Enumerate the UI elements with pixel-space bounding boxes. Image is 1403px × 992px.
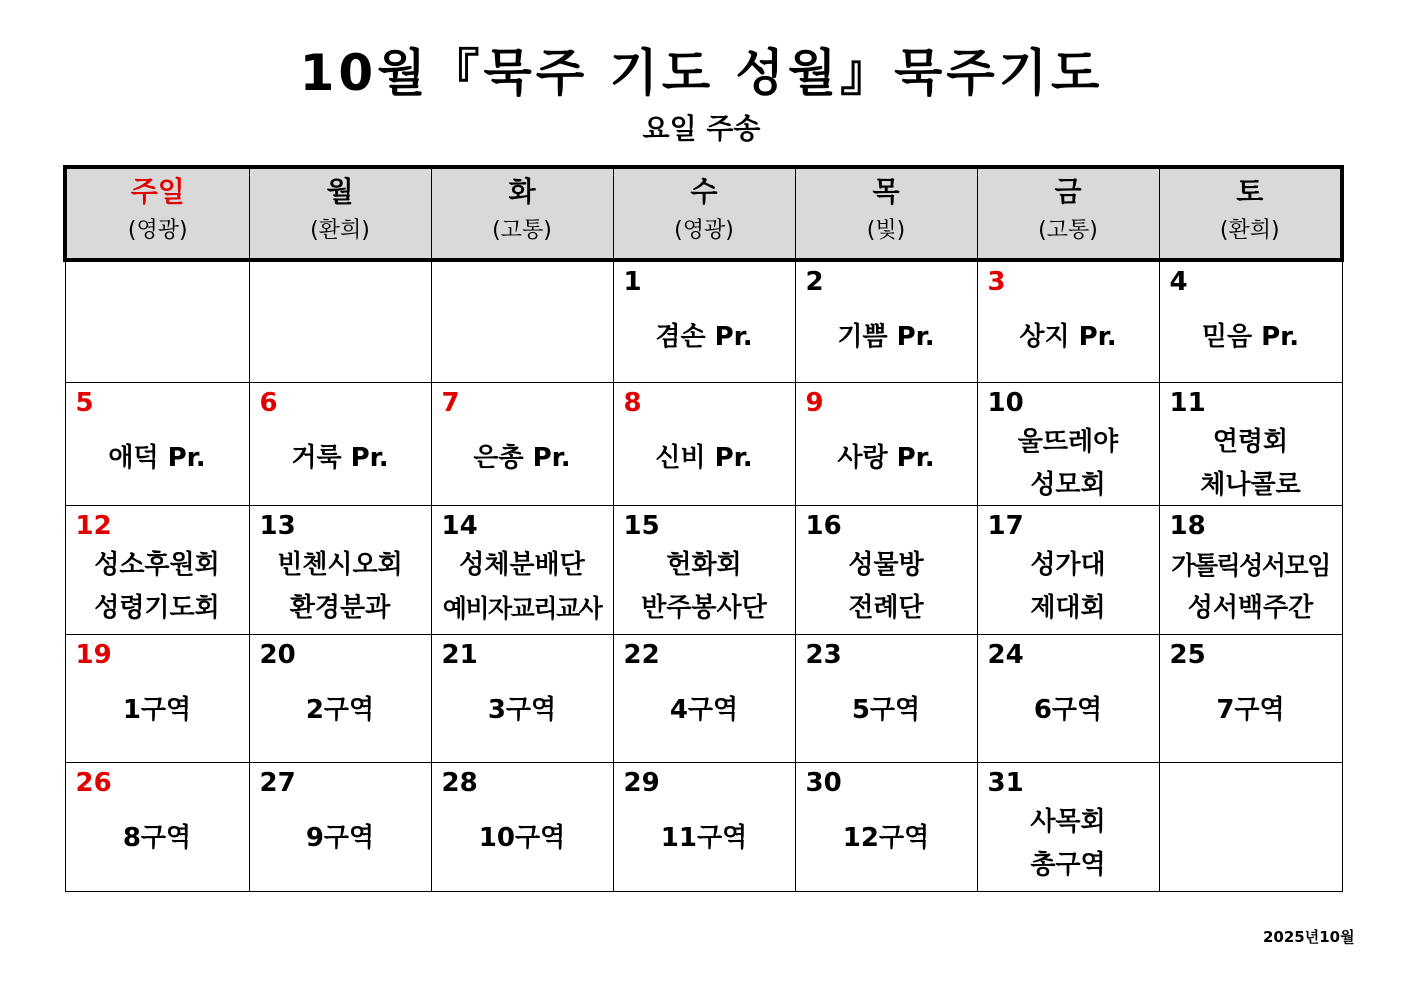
prayer-group: 기쁨 Pr. — [837, 322, 935, 352]
prayer-group: 총구역 — [1030, 849, 1106, 880]
day-cell — [977, 382, 1159, 505]
day-number: 17 — [987, 510, 1024, 541]
prayer-groups — [66, 544, 249, 630]
prayer-group: 겸손 Pr. — [655, 322, 753, 352]
day-number: 18 — [1169, 510, 1206, 541]
weekday-mystery: (환희) — [310, 218, 370, 243]
day-number: 7 — [441, 387, 460, 418]
day-cell — [431, 382, 613, 505]
prayer-group: 연령회 — [1212, 426, 1289, 457]
day-number: 13 — [259, 510, 296, 541]
weekday-header — [431, 167, 613, 260]
day-number: 4 — [1169, 267, 1188, 297]
prayer-group: 성모회 — [1030, 469, 1106, 500]
day-cell — [431, 505, 613, 634]
day-cell — [431, 634, 613, 762]
prayer-group: 11구역 — [660, 822, 748, 853]
prayer-group: 울뜨레야 — [1017, 426, 1119, 457]
day-cell — [795, 634, 977, 762]
weekday-mystery: (영광) — [674, 218, 734, 243]
page-title: 10월『묵주 기도 성월』묵주기도 — [299, 44, 1104, 102]
weekday-header — [249, 167, 431, 260]
day-number: 5 — [75, 387, 94, 418]
day-cell — [977, 634, 1159, 762]
prayer-group: 성소후원회 — [94, 549, 220, 580]
day-cell — [1159, 382, 1342, 505]
prayer-group: 10구역 — [478, 822, 566, 853]
calendar-body — [65, 260, 1342, 891]
day-number: 9 — [805, 387, 824, 418]
day-cell — [977, 505, 1159, 634]
prayer-group: 거룩 Pr. — [291, 442, 389, 473]
prayer-groups — [1160, 544, 1342, 630]
day-cell — [613, 260, 795, 382]
prayer-group: 성가대 — [1030, 549, 1106, 580]
prayer-group: 7구역 — [1216, 694, 1285, 725]
day-cell — [1159, 260, 1342, 382]
day-number: 27 — [259, 767, 296, 798]
weekday-name: 수 — [690, 175, 718, 208]
prayer-group: 빈첸시오회 — [277, 549, 403, 580]
empty-cell — [431, 260, 613, 382]
day-cell — [977, 260, 1159, 382]
day-number: 16 — [805, 510, 842, 541]
prayer-group: 사랑 Pr. — [837, 442, 935, 473]
weekday-name: 월 — [326, 175, 354, 208]
day-number: 28 — [441, 767, 478, 798]
day-number: 25 — [1169, 639, 1206, 670]
day-number: 6 — [259, 387, 278, 418]
prayer-groups — [796, 544, 977, 630]
week-row — [65, 505, 1342, 634]
day-cell — [249, 505, 431, 634]
weekday-name: 금 — [1054, 175, 1082, 208]
day-number: 24 — [987, 639, 1024, 670]
weekday-name: 목 — [872, 175, 900, 208]
weekday-header-row — [65, 167, 1342, 260]
day-cell — [65, 505, 249, 634]
prayer-group: 성서백주간 — [1187, 592, 1314, 623]
day-number: 31 — [987, 767, 1024, 798]
prayer-group: 헌화회 — [666, 549, 742, 580]
day-number: 8 — [623, 387, 642, 418]
prayer-group: 은총 Pr. — [473, 442, 571, 473]
prayer-group: 반주봉사단 — [641, 592, 767, 623]
day-cell — [613, 762, 795, 891]
prayer-group: 가톨릭성서모임 — [1171, 550, 1330, 580]
prayer-group: 제대회 — [1030, 592, 1106, 623]
day-cell — [795, 505, 977, 634]
empty-cell — [65, 260, 249, 382]
calendar-table — [63, 165, 1344, 892]
prayer-group: 믿음 Pr. — [1201, 322, 1300, 352]
weekday-mystery: (고통) — [1038, 218, 1098, 243]
day-number: 2 — [805, 267, 824, 297]
weekday-mystery: (환희) — [1219, 218, 1280, 243]
day-cell — [613, 505, 795, 634]
day-number: 22 — [623, 639, 660, 670]
day-number: 30 — [805, 767, 842, 798]
day-cell — [613, 634, 795, 762]
prayer-group: 체나콜로 — [1200, 469, 1301, 500]
weekday-header — [1159, 167, 1342, 260]
prayer-group: 애덕 Pr. — [108, 442, 206, 473]
week-row — [65, 260, 1342, 382]
weekday-header — [613, 167, 795, 260]
empty-cell — [249, 260, 431, 382]
weekday-name: 화 — [508, 175, 536, 208]
weekday-name: 주일 — [130, 175, 185, 208]
day-number: 23 — [805, 639, 842, 670]
day-cell — [1159, 505, 1342, 634]
prayer-groups — [1160, 421, 1342, 507]
weekday-header — [65, 167, 249, 260]
weekday-mystery: (빛) — [866, 218, 906, 243]
prayer-group: 4구역 — [669, 694, 739, 725]
prayer-group: 상지 Pr. — [1019, 322, 1117, 352]
prayer-groups — [250, 544, 431, 630]
day-cell — [65, 634, 249, 762]
prayer-group: 사목회 — [1030, 806, 1106, 837]
day-number: 14 — [441, 510, 478, 541]
day-number: 26 — [75, 767, 112, 798]
day-cell — [65, 382, 249, 505]
day-number: 19 — [75, 639, 112, 670]
weekday-header — [795, 167, 977, 260]
prayer-groups — [978, 544, 1159, 630]
day-cell — [795, 762, 977, 891]
day-number: 3 — [987, 267, 1006, 297]
day-number: 20 — [259, 639, 296, 670]
prayer-group: 성체분배단 — [459, 549, 585, 580]
prayer-groups — [978, 421, 1159, 507]
prayer-group: 전례단 — [848, 592, 924, 623]
prayer-groups — [432, 544, 613, 630]
day-cell — [795, 382, 977, 505]
day-cell — [977, 762, 1159, 891]
prayer-groups — [614, 544, 795, 630]
day-number: 10 — [987, 387, 1024, 418]
prayer-group: 12구역 — [842, 822, 930, 853]
prayer-group: 2구역 — [305, 694, 375, 725]
day-number: 29 — [623, 767, 660, 798]
prayer-group: 1구역 — [122, 694, 192, 725]
prayer-groups — [978, 801, 1159, 887]
prayer-group: 6구역 — [1033, 694, 1103, 725]
day-cell — [795, 260, 977, 382]
day-cell — [249, 382, 431, 505]
weekday-mystery: (고통) — [492, 218, 552, 243]
prayer-group: 3구역 — [487, 694, 557, 725]
empty-cell — [1159, 762, 1342, 891]
weekday-name: 토 — [1236, 175, 1264, 208]
week-row — [65, 762, 1342, 891]
prayer-group: 예비자교리교사 — [442, 593, 602, 623]
prayer-group: 5구역 — [851, 694, 921, 725]
prayer-group: 신비 Pr. — [655, 442, 753, 473]
weekday-header — [977, 167, 1159, 260]
prayer-group: 성물방 — [848, 549, 924, 580]
day-cell — [65, 762, 249, 891]
day-number: 11 — [1169, 387, 1206, 418]
weekday-mystery: (영광) — [127, 218, 188, 243]
day-cell — [249, 762, 431, 891]
week-row — [65, 634, 1342, 762]
week-row — [65, 382, 1342, 505]
prayer-group: 9구역 — [305, 822, 375, 853]
day-number: 15 — [623, 510, 660, 541]
day-cell — [431, 762, 613, 891]
page-subtitle: 요일 주송 — [642, 112, 761, 145]
day-number: 21 — [441, 639, 478, 670]
prayer-group: 환경분과 — [289, 592, 391, 623]
day-cell — [1159, 634, 1342, 762]
day-number: 1 — [623, 267, 642, 297]
prayer-group: 8구역 — [122, 822, 192, 853]
day-cell — [249, 634, 431, 762]
day-number: 12 — [75, 510, 112, 541]
day-cell — [613, 382, 795, 505]
footer-date: 2025년10월 — [1263, 928, 1355, 946]
prayer-group: 성령기도회 — [94, 592, 220, 623]
